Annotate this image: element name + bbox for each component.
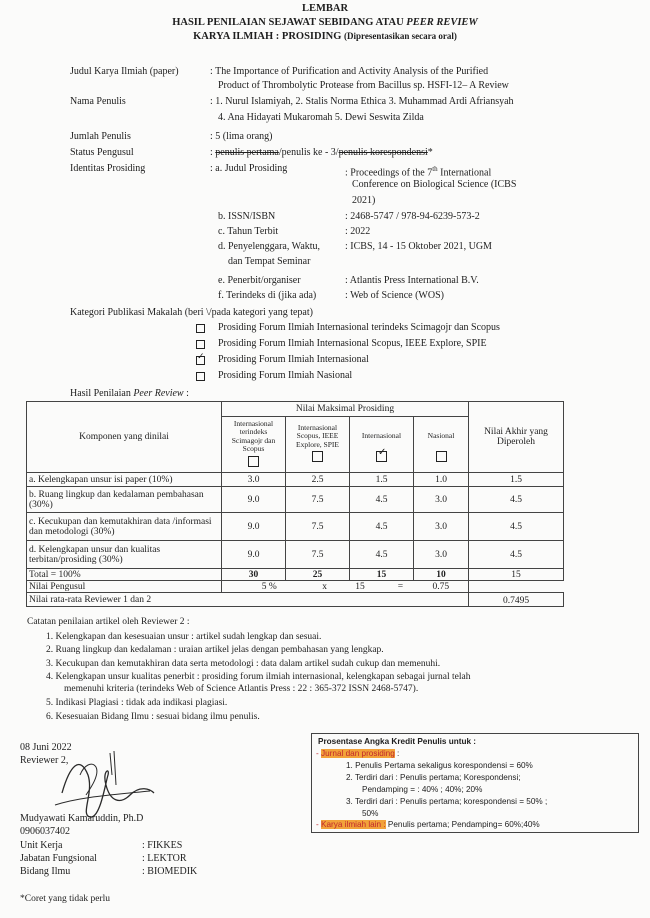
hasil-label-text: Hasil Penilaian xyxy=(70,388,131,399)
col-nasional-checkbox[interactable] xyxy=(436,451,447,462)
row-cell: 4.5 xyxy=(350,513,414,541)
col-scopus-ieee xyxy=(286,417,350,473)
judul-prosiding-value-2: Conference on Biological Science (ICBS xyxy=(352,179,517,190)
status-value xyxy=(210,147,433,159)
total-cell: 25 xyxy=(286,569,350,581)
rata-label: Nilai rata-rata Reviewer 1 dan 2 xyxy=(27,593,469,607)
kredit-line-2a: 2. Terdiri dari : Penulis pertama; Korespondensi; xyxy=(346,773,521,782)
table-row xyxy=(27,513,564,541)
total-cell: 30 xyxy=(222,569,286,581)
pengusul-b: 15 xyxy=(355,581,365,592)
row-cell: 4.5 xyxy=(350,541,414,569)
header-title-text: HASIL PENILAIAN SEJAWAT SEBIDANG ATAU xyxy=(172,17,404,28)
row-cell: 3.0 xyxy=(414,487,469,513)
row-label: d. Kelengkapan unsur dan kualitas terbitan/prosiding (30%) xyxy=(27,541,222,569)
table-row-pengusul xyxy=(27,581,564,593)
kredit-line-1: 1. Penulis Pertama sekaligus korespondensi = 60% xyxy=(346,761,533,770)
pengusul-c: 0.75 xyxy=(432,581,450,592)
hasil-label-italic: Peer Review xyxy=(133,388,184,399)
penulis-value-1: : 1. Nurul Islamiyah, 2. Stalis Norma Ethica 3. Muhammad Ardi Afriansyah xyxy=(210,96,514,107)
judul-prosiding-value-3: 2021) xyxy=(352,195,376,206)
penerbit-value: : Atlantis Press International B.V. xyxy=(345,275,479,286)
kredit-line-3b: 50% xyxy=(362,809,379,818)
signature-role: Reviewer 2, xyxy=(20,755,69,766)
row-cell: 2.5 xyxy=(286,473,350,487)
penyelenggara-label-1: d. Penyelenggara, Waktu, xyxy=(218,241,321,252)
col-scimagojr-checkbox[interactable] xyxy=(248,456,259,467)
pengusul-a: 5 % xyxy=(261,581,277,592)
col-internasional-checkbox[interactable] xyxy=(376,446,387,462)
unit-value: : FIKKES xyxy=(142,840,183,851)
row-cell: 3.0 xyxy=(222,473,286,487)
col-scimagojr xyxy=(222,417,286,473)
kredit-karya-line xyxy=(316,820,540,831)
penyelenggara-label-2: dan Tempat Seminar xyxy=(228,256,311,267)
col-internasional xyxy=(350,417,414,473)
pengusul-label: Nilai Pengusul xyxy=(27,581,222,593)
pengusul-x: x xyxy=(322,581,327,592)
kredit-karya-text: Penulis pertama; Pendamping= 60%;40% xyxy=(385,820,540,829)
row-cell: 7.5 xyxy=(286,487,350,513)
row-final: 1.5 xyxy=(469,473,564,487)
kategori-option-2: Prosiding Forum Ilmiah Internasional Scopus, IEEE Explore, SPIE xyxy=(218,338,487,349)
header-title xyxy=(0,17,650,28)
col-scopus-ieee-checkbox[interactable] xyxy=(312,451,323,462)
hasil-label-colon: : xyxy=(183,388,189,399)
score-table xyxy=(26,401,564,607)
identitas-label: Identitas Prosiding xyxy=(70,163,146,174)
table-row xyxy=(27,473,564,487)
jabatan-label: Jabatan Fungsional xyxy=(20,853,97,864)
row-cell: 7.5 xyxy=(286,541,350,569)
signature-name: Mudyawati Kamaruddin, Ph.D xyxy=(20,813,144,824)
kredit-box xyxy=(311,733,639,833)
catatan-title: Catatan penilaian artikel oleh Reviewer 2 : xyxy=(27,617,190,627)
nilai-maks-header: Nilai Maksimal Prosiding xyxy=(222,402,469,417)
issn-label: b. ISSN/ISBN xyxy=(218,211,276,222)
tahun-label: c. Tahun Terbit xyxy=(218,226,279,237)
kategori-option-3: Prosiding Forum Ilmiah Internasional xyxy=(218,354,369,365)
col-scimagojr-label: Internasional terindeks Scimagojr dan Scopus xyxy=(231,418,276,453)
penulis-label: Nama Penulis xyxy=(70,96,126,107)
total-label: Total = 100% xyxy=(27,569,222,581)
catatan-item-1: 1. Kelengkapan dan kesesuaian unsur : artikel sudah lengkap dan sesuai. xyxy=(46,632,322,642)
catatan-item-4: 4. Kelengkapan unsur kualitas penerbit : prosiding forum ilmiah internasional, kelengkapan sebagai jurnal telah xyxy=(46,672,471,682)
header-title-italic: PEER REVIEW xyxy=(406,17,478,28)
kredit-karya-label: Karya ilmiah lain : xyxy=(321,820,386,829)
row-cell: 9.0 xyxy=(222,487,286,513)
issn-value: : 2468-5747 / 978-94-6239-573-2 xyxy=(345,211,480,222)
judul-prosiding-value-1 xyxy=(345,163,491,179)
row-cell: 9.0 xyxy=(222,541,286,569)
table-row xyxy=(27,541,564,569)
hasil-label xyxy=(70,388,189,400)
nilai-akhir-header: Nilai Akhir yang Diperoleh xyxy=(469,402,564,473)
row-label: c. Kecukupan dan kemutakhiran data /informasi dan metodologi (30%) xyxy=(27,513,222,541)
row-cell: 1.5 xyxy=(350,473,414,487)
judul-prosiding-text-b: International xyxy=(437,167,492,179)
bidang-value: : BIOMEDIK xyxy=(142,866,198,877)
jabatan-value: : LEKTOR xyxy=(142,853,187,864)
header-subtitle-text: KARYA ILMIAH : PROSIDING xyxy=(193,31,342,42)
table-row-total xyxy=(27,569,564,581)
judul-value-1: : The Importance of Purification and Activity Analysis of the Purified xyxy=(210,66,489,77)
unit-label: Unit Kerja xyxy=(20,840,63,851)
col-internasional-label: Internasional xyxy=(361,431,402,441)
penyelenggara-value: : ICBS, 14 - 15 Oktober 2021, UGM xyxy=(345,241,492,252)
kategori-option-1: Prosiding Forum Ilmiah Internasional terindeks Scimagojr dan Scopus xyxy=(218,322,500,333)
status-middle: /penulis ke - 3/ xyxy=(278,147,339,158)
kategori-title: Kategori Publikasi Makalah (beri \/pada kategori yang tepat) xyxy=(70,307,313,318)
catatan-item-4b: memenuhi kriteria (terindeks Web of Science Atlantis Press : 22 : 365-372 ISSN 2468-5747). xyxy=(64,684,419,694)
catatan-item-5: 5. Indikasi Plagiasi : tidak ada indikasi plagiasi. xyxy=(46,698,228,708)
judul-label: Judul Karya Ilmiah (paper) xyxy=(70,66,179,77)
row-final: 4.5 xyxy=(469,541,564,569)
table-row xyxy=(27,487,564,513)
total-cell: 15 xyxy=(350,569,414,581)
judul-prosiding-sup: th xyxy=(432,165,438,173)
terindeks-label: f. Terindeks di (jika ada) xyxy=(218,290,317,301)
kategori-option-4: Prosiding Forum Ilmiah Nasional xyxy=(218,370,353,381)
penulis-value-2: 4. Ana Hidayati Mukaromah 5. Dewi Seswita Zilda xyxy=(218,112,424,123)
header-subtitle xyxy=(0,31,650,42)
judul-prosiding-text: : Proceedings of the 7 xyxy=(345,167,433,179)
header-subtitle-note: (Dipresentasikan secara oral) xyxy=(344,31,457,41)
catatan-item-2: 2. Ruang lingkup dan kedalaman : uraian artikel jelas dengan pembahasan yang lengkap. xyxy=(46,645,384,655)
terindeks-value: : Web of Science (WOS) xyxy=(345,290,444,301)
kategori-checkbox-4[interactable] xyxy=(196,372,205,381)
status-star: * xyxy=(427,147,433,158)
row-cell: 1.0 xyxy=(414,473,469,487)
pengusul-empty xyxy=(469,581,564,593)
jumlah-label: Jumlah Penulis xyxy=(70,131,131,142)
bullet-dash: - xyxy=(316,749,319,758)
row-cell: 9.0 xyxy=(222,513,286,541)
status-struck-corr: penulis korespondensi xyxy=(338,147,428,158)
pengusul-calc xyxy=(222,581,469,593)
row-cell: 7.5 xyxy=(286,513,350,541)
jumlah-value: : 5 (lima orang) xyxy=(210,131,273,142)
catatan-item-6: 6. Kesesuaian Bidang Ilmu : sesuai bidang ilmu penulis. xyxy=(46,712,260,722)
table-row-rata xyxy=(27,593,564,607)
komponen-header: Komponen yang dinilai xyxy=(27,402,222,473)
row-cell: 4.5 xyxy=(350,487,414,513)
kategori-checkbox-1[interactable] xyxy=(196,324,205,333)
judul-prosiding-label: : a. Judul Prosiding xyxy=(210,163,288,174)
footnote: *Coret yang tidak perlu xyxy=(20,894,110,904)
status-label: Status Pengusul xyxy=(70,147,134,158)
col-scopus-ieee-label: Internasional Scopus, IEEE Explore, SPIE xyxy=(296,422,339,449)
col-nasional xyxy=(414,417,469,473)
kredit-jurnal-line: - Jurnal dan prosiding : xyxy=(316,749,400,758)
row-final: 4.5 xyxy=(469,487,564,513)
kredit-line-3a: 3. Terdiri dari : Penulis pertama; korespondensi = 50% ; xyxy=(346,797,548,806)
catatan-item-3: 3. Kecukupan dan kemutakhiran data serta metodologi : data dalam artikel sudah cukup dan memenuhi. xyxy=(46,659,441,669)
total-final: 15 xyxy=(469,569,564,581)
row-label: a. Kelengkapan unsur isi paper (10%) xyxy=(27,473,222,487)
signature-date: 08 Juni 2022 xyxy=(20,742,72,753)
header-lembar: LEMBAR xyxy=(301,3,349,14)
row-cell: 3.0 xyxy=(414,513,469,541)
penerbit-label: e. Penerbit/organiser xyxy=(218,275,301,286)
row-final: 4.5 xyxy=(469,513,564,541)
status-struck-first: penulis pertama xyxy=(215,147,279,158)
judul-value-2: Product of Thrombolytic Protease from Bacillus sp. HSFI-12– A Review xyxy=(218,80,509,91)
total-cell: 10 xyxy=(414,569,469,581)
status-colon: : xyxy=(210,147,216,158)
kredit-line-2b: Pendamping = : 40% ; 40%; 20% xyxy=(362,785,483,794)
check-mark-icon: ✓ xyxy=(378,446,387,458)
row-cell: 3.0 xyxy=(414,541,469,569)
kredit-jurnal-label: Jurnal dan prosiding xyxy=(321,749,395,758)
bullet-dash: - xyxy=(316,820,319,829)
tahun-value: : 2022 xyxy=(345,226,371,237)
pengusul-eq: = xyxy=(397,581,404,592)
signature-id: 0906037402 xyxy=(20,826,70,837)
kategori-checkbox-2[interactable] xyxy=(196,340,205,349)
kredit-title: Prosentase Angka Kredit Penulis untuk : xyxy=(318,737,477,746)
kategori-checkbox-3[interactable] xyxy=(196,351,205,365)
col-nasional-label: Nasional xyxy=(427,431,455,441)
row-label: b. Ruang lingkup dan kedalaman pembahasan (30%) xyxy=(27,487,222,513)
rata-value: 0.7495 xyxy=(469,593,564,607)
check-mark-icon: ✓ xyxy=(197,351,205,361)
bidang-label: Bidang Ilmu xyxy=(20,866,71,877)
